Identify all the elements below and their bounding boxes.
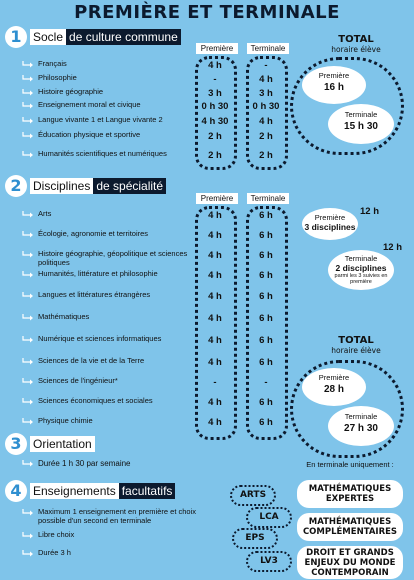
arrow-icon (22, 550, 34, 558)
page-title: PREMIÈRE ET TERMINALE (74, 2, 340, 23)
arrow-icon (22, 61, 34, 69)
subject-label: Langue vivante 1 et Langue vivante 2 (38, 115, 163, 124)
premiere-hours: 4 h (208, 270, 222, 281)
arrow-icon (22, 151, 34, 159)
terminale-hours: 6 h (259, 230, 273, 241)
subject-label: Humanités, littérature et philosophie (38, 269, 158, 278)
premiere-hours: 4 h (208, 230, 222, 241)
terminale-hours: 6 h (259, 210, 273, 221)
spec-terminale-note: parmi les 3 suivies en première (334, 273, 388, 285)
optional-subject-pill: ARTS (230, 485, 276, 506)
total-2-premiere-label: Première (318, 373, 350, 382)
optional-subject-pill: LV3 (246, 551, 292, 572)
arrow-icon (22, 460, 34, 468)
total-1-terminale-bubble (328, 104, 394, 144)
premiere-hours: - (213, 377, 217, 388)
arrow-icon (22, 314, 34, 322)
optional-subject-pill: LCA (246, 507, 292, 528)
arrow-icon (22, 89, 34, 97)
premiere-hours: 3 h (208, 88, 222, 99)
optional-rule: Maximum 1 enseignement en première et choix possible d'un second en terminale (38, 507, 196, 525)
arrow-icon (22, 132, 34, 140)
arrow-icon (22, 251, 34, 259)
terminale-hours: 6 h (259, 357, 273, 368)
subject-label: Sciences économiques et sociales (38, 396, 153, 405)
total-2-subtitle: horaire élève (331, 346, 381, 355)
premiere-hours: 4 h (208, 291, 222, 302)
subject-label: Histoire géographie, géopolitique et sciences politiques (38, 249, 188, 267)
premiere-hours: 2 h (208, 150, 222, 161)
total-2-terminale-value: 27 h 30 (344, 423, 378, 434)
terminale-option-pill: DROIT ET GRANDS ENJEUX DU MONDE CONTEMPORAIN (297, 546, 403, 579)
section-1-heading (30, 29, 181, 45)
terminale-hours: 4 h (259, 74, 273, 85)
premiere-hours: 4 h (208, 313, 222, 324)
section-3-heading-light: Orientation (30, 436, 95, 452)
premiere-hours: 4 h (208, 335, 222, 346)
terminale-hours: 0 h 30 (252, 101, 280, 112)
premiere-hours: 4 h (208, 397, 222, 408)
terminale-hours: 3 h (259, 88, 273, 99)
arrow-icon (22, 358, 34, 366)
section-1-heading-dark: de culture commune (66, 29, 181, 45)
spec-terminale-label: Terminale (344, 254, 378, 263)
total-2-premiere-bubble (302, 368, 366, 406)
premiere-hours: - (213, 74, 217, 85)
spec-premiere-value: 3 disciplines (304, 222, 356, 232)
section-2-heading (30, 178, 166, 194)
total-2-terminale-label: Terminale (344, 412, 378, 421)
arrow-icon (22, 117, 34, 125)
spec-terminale-hours: 12 h (383, 242, 403, 253)
terminale-only-note: En terminale uniquement : (306, 460, 394, 469)
total-1-heading (306, 35, 406, 55)
section-3-number: 3 (5, 433, 27, 455)
total-1-terminale-label: Terminale (344, 110, 378, 119)
arrow-icon (22, 271, 34, 279)
section-1-heading-light: Socle (30, 29, 66, 45)
section-2-heading-light: Disciplines (30, 178, 93, 194)
spec-premiere-hours: 12 h (360, 206, 380, 217)
section-1-number: 1 (5, 26, 27, 48)
terminale-hours: - (264, 60, 268, 71)
arrow-icon (22, 292, 34, 300)
total-1-premiere-label: Première (318, 71, 350, 80)
section-4-number: 4 (5, 480, 27, 502)
total-2-premiere-value: 28 h (323, 384, 344, 395)
terminale-hours: 2 h (259, 131, 273, 142)
arrow-icon (22, 398, 34, 406)
total-2-terminale-bubble (328, 406, 394, 446)
terminale-hours: 6 h (259, 397, 273, 408)
arrow-icon (22, 102, 34, 110)
section-3-heading (30, 436, 95, 452)
section-4-heading (30, 483, 175, 499)
arrow-icon (22, 75, 34, 83)
subject-label: Philosophie (38, 73, 77, 82)
col-premiere-header-1: Première (196, 43, 238, 54)
subject-label: Sciences de la vie et de la Terre (38, 356, 145, 365)
arrow-icon (22, 418, 34, 426)
total-2-heading (306, 336, 406, 356)
col-terminale-header-1: Terminale (247, 43, 289, 54)
terminale-hours: 2 h (259, 150, 273, 161)
premiere-hours: 4 h 30 (201, 116, 229, 127)
subject-label: Français (38, 59, 67, 68)
premiere-hours: 4 h (208, 210, 222, 221)
premiere-hours: 4 h (208, 250, 222, 261)
section-4-heading-light: Enseignements (30, 483, 119, 499)
subject-label: Histoire géographie (38, 87, 104, 96)
subject-label: Humanités scientifiques et numériques (38, 149, 167, 158)
arrow-icon (22, 509, 34, 517)
section-2-heading-dark: de spécialité (93, 178, 166, 194)
terminale-hours: 4 h (259, 116, 273, 127)
subject-label: Mathématiques (38, 312, 90, 321)
subject-label: Sciences de l'ingénieur* (38, 376, 118, 385)
spec-terminale-bubble (328, 250, 394, 290)
arrow-icon (22, 211, 34, 219)
total-1-title: TOTAL (338, 34, 374, 45)
orientation-duration: Durée 1 h 30 par semaine (38, 459, 131, 468)
spec-premiere-label: Première (314, 213, 346, 222)
subject-label: Physique chimie (38, 416, 93, 425)
premiere-hours: 2 h (208, 131, 222, 142)
optional-rule: Libre choix (38, 530, 75, 539)
subject-label: Écologie, agronomie et territoires (38, 229, 149, 238)
premiere-hours: 4 h (208, 357, 222, 368)
terminale-hours: 6 h (259, 291, 273, 302)
arrow-icon (22, 378, 34, 386)
premiere-hours: 0 h 30 (201, 101, 229, 112)
section-2-number: 2 (5, 175, 27, 197)
subject-label: Numérique et sciences informatiques (38, 334, 162, 343)
subject-label: Éducation physique et sportive (38, 130, 141, 139)
terminale-hours: 6 h (259, 417, 273, 428)
premiere-hours: 4 h (208, 60, 222, 71)
col-premiere-header-2: Première (196, 193, 238, 204)
arrow-icon (22, 532, 34, 540)
total-1-premiere-value: 16 h (323, 82, 344, 93)
spec-premiere-bubble (302, 208, 358, 240)
optional-subject-pill: EPS (232, 528, 278, 549)
arrow-icon (22, 231, 34, 239)
total-1-premiere-bubble (302, 66, 366, 104)
arrow-icon (22, 336, 34, 344)
spec-terminale-value: 2 disciplines (335, 263, 387, 273)
subject-label: Enseignement moral et civique (38, 100, 141, 109)
terminale-hours: 6 h (259, 250, 273, 261)
premiere-hours: 4 h (208, 417, 222, 428)
terminale-option-pill: MATHÉMATIQUES COMPLÉMENTAIRES (297, 513, 403, 541)
subject-label: Langues et littératures étrangères (38, 290, 151, 299)
terminale-hours: 6 h (259, 270, 273, 281)
subject-label: Arts (38, 209, 52, 218)
terminale-option-pill: MATHÉMATIQUES EXPERTES (297, 480, 403, 508)
optional-rule: Durée 3 h (38, 548, 71, 557)
section-4-heading-dark: facultatifs (119, 483, 176, 499)
terminale-hours: 6 h (259, 335, 273, 346)
total-2-title: TOTAL (338, 335, 374, 346)
terminale-hours: 6 h (259, 313, 273, 324)
total-1-terminale-value: 15 h 30 (344, 121, 378, 132)
terminale-hours: - (264, 377, 268, 388)
col-terminale-header-2: Terminale (247, 193, 289, 204)
total-1-subtitle: horaire élève (331, 45, 381, 54)
